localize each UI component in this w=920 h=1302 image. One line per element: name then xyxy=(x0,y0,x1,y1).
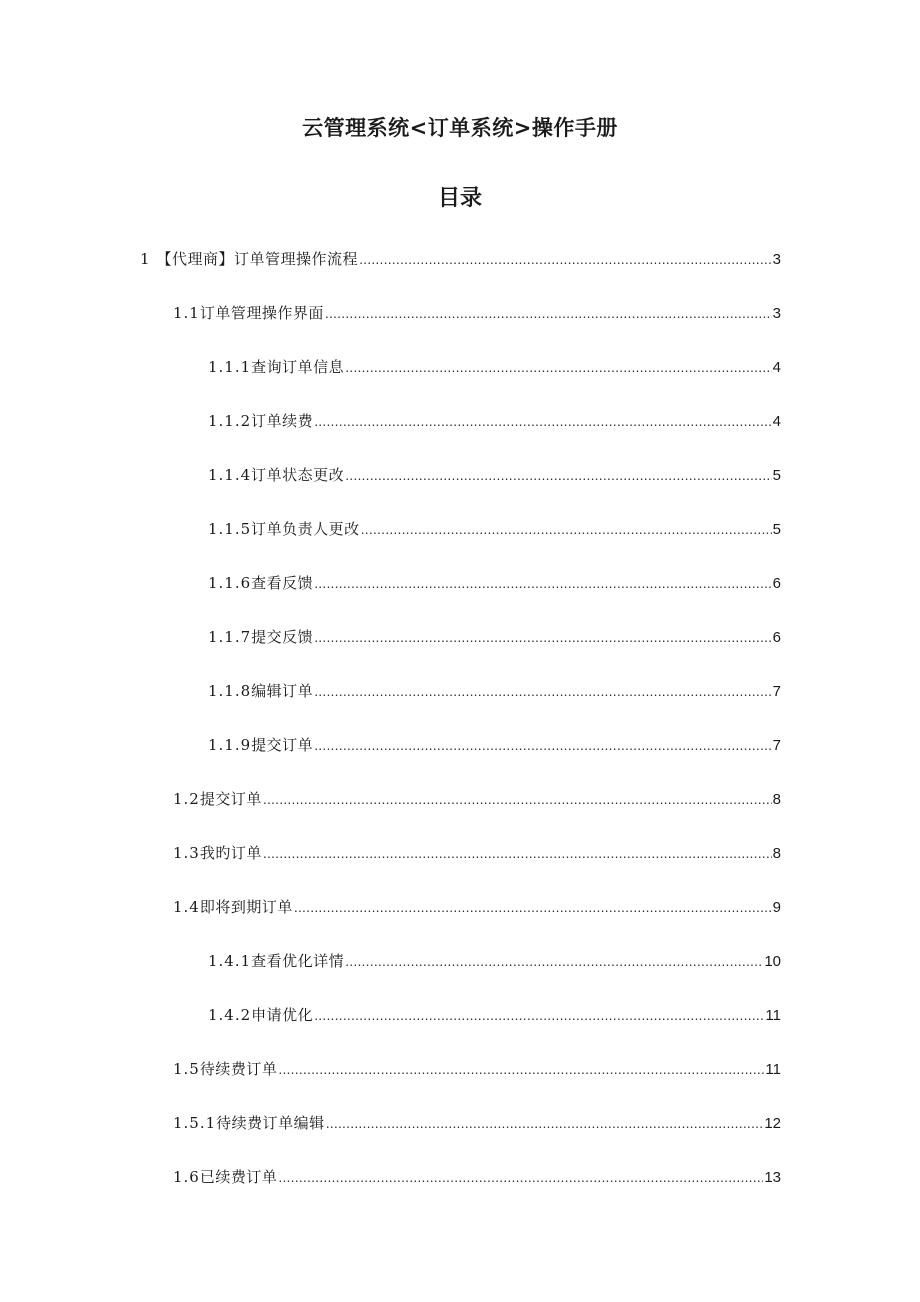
toc-leader-dots xyxy=(345,357,771,377)
toc-entry[interactable] xyxy=(208,411,781,432)
toc-entry-label: 订单管理操作界面 xyxy=(199,304,324,322)
toc-leader-dots xyxy=(294,897,772,917)
toc-leader-dots xyxy=(314,1005,764,1025)
toc-entry-number: 1.6 xyxy=(173,1168,200,1186)
toc-entry-label: 编辑订单 xyxy=(251,682,314,700)
toc-entry-number: 1.1.7 xyxy=(208,628,252,646)
toc-entry-label: 查看反馈 xyxy=(251,574,314,592)
toc-entry-page: 4 xyxy=(772,413,781,430)
toc-leader-dots xyxy=(314,735,771,755)
toc-entry-number: 1.5.1 xyxy=(173,1114,217,1132)
toc-leader-dots xyxy=(326,1113,764,1133)
toc-entry[interactable] xyxy=(173,1113,781,1134)
toc-entry-label: 已续费订单 xyxy=(199,1168,278,1186)
toc-entry-number: 1.1.2 xyxy=(208,412,252,430)
toc-leader-dots xyxy=(278,1059,764,1079)
toc-entry[interactable] xyxy=(140,249,781,270)
toc-entry-page: 11 xyxy=(765,1007,781,1024)
toc-entry-number: 1.1.5 xyxy=(208,520,252,538)
toc-entry-number: 1.4 xyxy=(173,898,200,916)
toc-entry-label: 提交反馈 xyxy=(251,628,314,646)
toc-entry-number: 1.1.1 xyxy=(208,358,252,376)
toc-entry-page: 6 xyxy=(772,629,781,646)
toc-entry-page: 3 xyxy=(772,305,781,322)
toc-entry-page: 8 xyxy=(772,845,781,862)
toc-entry[interactable] xyxy=(208,357,781,378)
toc-leader-dots xyxy=(314,573,771,593)
toc-entry[interactable] xyxy=(173,789,781,810)
toc-entry[interactable] xyxy=(208,735,781,756)
toc-entry-page: 5 xyxy=(772,521,781,538)
toc-entry-number: 1.1.4 xyxy=(208,466,252,484)
toc-entry-label: 申请优化 xyxy=(251,1006,314,1024)
toc-entry-page: 7 xyxy=(772,683,781,700)
toc-entry-page: 4 xyxy=(772,359,781,376)
toc-entry[interactable] xyxy=(208,1005,781,1026)
toc-entry[interactable] xyxy=(173,303,781,324)
toc-entry[interactable] xyxy=(208,519,781,540)
toc-entry-page: 11 xyxy=(765,1061,781,1078)
toc-entry-number: 1.1.8 xyxy=(208,682,252,700)
toc-leader-dots xyxy=(345,951,763,971)
toc-entry[interactable] xyxy=(208,627,781,648)
toc-heading: 目录 xyxy=(437,186,482,211)
toc-leader-dots xyxy=(278,1167,763,1187)
toc-entry-page: 9 xyxy=(772,899,781,916)
toc-entry[interactable] xyxy=(173,897,781,918)
toc-entry-page: 6 xyxy=(772,575,781,592)
toc-entry-number: 1 xyxy=(140,250,151,268)
toc-entry-number: 1.4.2 xyxy=(208,1006,252,1024)
toc-entry[interactable] xyxy=(208,573,781,594)
toc-leader-dots xyxy=(314,411,771,431)
toc-entry-page: 10 xyxy=(764,953,781,970)
toc-entry[interactable] xyxy=(173,843,781,864)
toc-entry-label: 我旳订单 xyxy=(199,844,262,862)
toc-leader-dots xyxy=(359,249,772,269)
toc-entry-label: 即将到期订单 xyxy=(199,898,293,916)
toc-entry-number: 1.2 xyxy=(173,790,200,808)
toc-entry-label: 订单续费 xyxy=(251,412,314,430)
toc-entry-page: 5 xyxy=(772,467,781,484)
toc-entry-number: 1.1.6 xyxy=(208,574,252,592)
toc-entry-label: 提交订单 xyxy=(251,736,314,754)
toc-entry[interactable] xyxy=(208,681,781,702)
toc-entry-label: 待续费订单编辑 xyxy=(216,1114,325,1132)
toc-entry-label: 订单状态更改 xyxy=(251,466,345,484)
toc-leader-dots xyxy=(325,303,772,323)
toc-entry-number: 1.3 xyxy=(173,844,200,862)
toc-entry-page: 12 xyxy=(764,1115,781,1132)
toc-entry[interactable] xyxy=(173,1059,781,1080)
toc-entry-label: 待续费订单 xyxy=(199,1060,278,1078)
toc-entry[interactable] xyxy=(208,465,781,486)
toc-entry-number: 1.1 xyxy=(173,304,200,322)
toc-entry-label: 查看优化详情 xyxy=(251,952,345,970)
toc-leader-dots xyxy=(263,789,772,809)
toc-entry-label: 提交订单 xyxy=(199,790,262,808)
toc-entry-page: 7 xyxy=(772,737,781,754)
toc-entry-number: 1.1.9 xyxy=(208,736,252,754)
toc-entry-label: 订单负责人更改 xyxy=(251,520,360,538)
toc-leader-dots xyxy=(263,843,772,863)
toc-entry-page: 13 xyxy=(764,1169,781,1186)
toc-entry-page: 3 xyxy=(772,251,781,268)
toc-entry-label: 【代理商】订单管理操作流程 xyxy=(156,250,359,268)
toc-entry-number: 1.4.1 xyxy=(208,952,252,970)
toc-entry[interactable] xyxy=(173,1167,781,1188)
toc-leader-dots xyxy=(314,627,771,647)
toc-entry-number: 1.5 xyxy=(173,1060,200,1078)
document-title: 云管理系统<订单系统>操作手册 xyxy=(302,116,618,140)
toc-leader-dots xyxy=(314,681,771,701)
toc-leader-dots xyxy=(345,465,771,485)
toc-entry-label: 查询订单信息 xyxy=(251,358,345,376)
toc-entry[interactable] xyxy=(208,951,781,972)
toc-leader-dots xyxy=(361,519,772,539)
toc-entry-page: 8 xyxy=(772,791,781,808)
